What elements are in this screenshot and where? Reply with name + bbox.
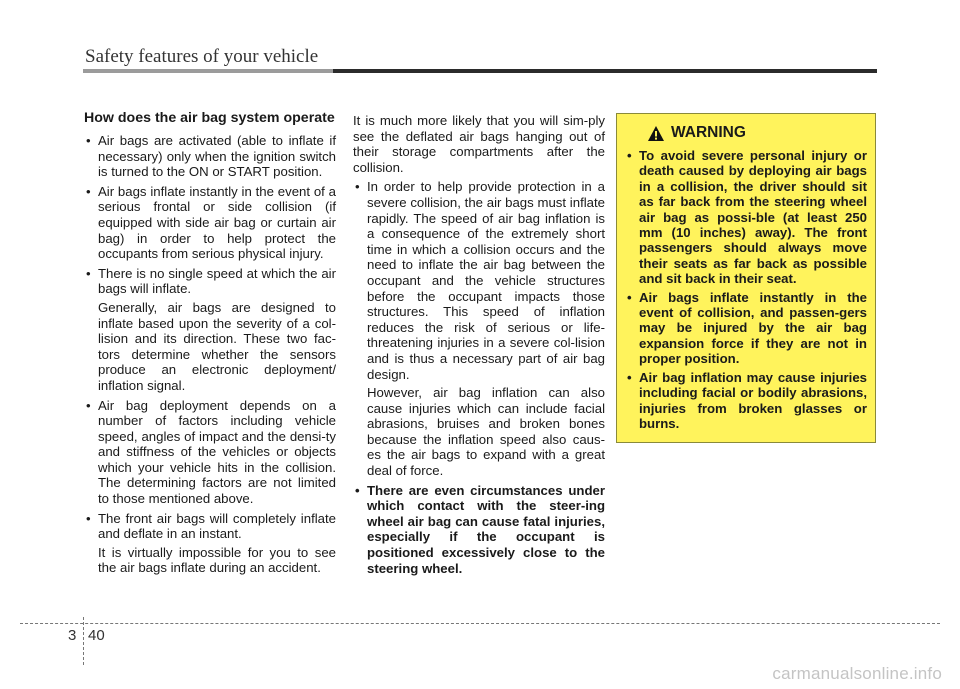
- footer-divider: [83, 617, 84, 665]
- page-header-title: Safety features of your vehicle: [85, 46, 319, 67]
- list-item: [353, 179, 605, 478]
- warning-item: [625, 290, 867, 367]
- sub-paragraph: It is virtually impossible for you to see the air bags inflate during an accident.: [98, 544, 336, 576]
- warning-triangle-icon: [647, 125, 665, 142]
- warning-item-text: To avoid severe personal injury or death caused by deploying air bags in a collision, the driver should sit as far back from the steering wheel air bag as possi-ble (at least 250 mm (10 inches) away). The front passengers should always move their seats as far back as possible and sit back in their seat.: [639, 148, 867, 287]
- sub-paragraph: Generally, air bags are designed to inflate based upon the severity of a col-lision and its direction. These two fac-tors determine whether the sensors produce an electronic deployment/ inflation signal.: [98, 299, 336, 393]
- list-item-text: There are even circumstances under which contact with the steer-ing wheel air bag can cause fatal injuries, especially if the occupant is positioned excessively close to the steering wheel.: [367, 482, 605, 576]
- page-number: 40: [88, 627, 105, 644]
- footer-rule: [20, 623, 940, 624]
- list-item: [84, 266, 336, 394]
- warning-title: WARNING: [671, 124, 746, 141]
- list-item-text: Air bag deployment depends on a number of factors including vehicle speed, angles of impact and the densi-ty and stiffness of the vehicles or objects which your vehicle hits in the collision. The determining factors are not limited to those mentioned above.: [98, 397, 336, 507]
- bullet-list: [353, 179, 605, 576]
- warning-item: [625, 148, 867, 287]
- section-heading: How does the air bag system operate: [84, 110, 335, 126]
- lead-paragraph: It is much more likely that you will sim-ply see the deflated air bags hanging out of their storage compartments after the collision.: [353, 113, 605, 175]
- sub-paragraph: However, air bag inflation can also cause injuries which can include facial abrasions, bruises and broken bones because the inflation speed also caus-es the air bags to expand with a great deal of force.: [367, 385, 605, 479]
- warning-item: [625, 370, 867, 432]
- warning-list: [625, 148, 867, 431]
- list-item-text: There is no single speed at which the air bags will inflate.: [98, 265, 336, 297]
- warning-box: [616, 113, 876, 443]
- list-item: [84, 511, 336, 576]
- list-item: [84, 133, 336, 180]
- warning-header: [647, 124, 867, 142]
- warning-item-text: Air bags inflate instantly in the event of collision, and passen-gers may be injured by the air bag expansion force if they are not in proper position.: [639, 289, 867, 367]
- list-item: [84, 184, 336, 262]
- header-rule-accent: [83, 69, 333, 73]
- list-item-text: The front air bags will completely inflate and deflate in an instant.: [98, 510, 336, 542]
- list-item: [84, 398, 336, 507]
- chapter-number: 3: [68, 627, 77, 644]
- list-item-text: In order to help provide protection in a severe collision, the air bags must inflate rapidly. The speed of air bag inflation is a consequence of the extremely short time in which a collision occurs and the need to inflate the air bag between the occupant and the vehicle structures before the occupant impacts those structures. This speed of inflation reduces the risk of serious or life-threatening injuries in a severe col-lision and is thus a necessary part of air bag design.: [367, 179, 605, 382]
- list-item: [353, 483, 605, 577]
- warning-item-text: Air bag inflation may cause injuries including facial or bodily abrasions, injuries from broken glasses or burns.: [639, 369, 867, 431]
- watermark: carmanualsonline.info: [772, 664, 942, 683]
- list-item-text: Air bags are activated (able to inflate if necessary) only when the ignition switch is turned to the ON or START position.: [98, 133, 336, 180]
- column-left: [84, 110, 336, 580]
- bullet-list: [84, 133, 336, 576]
- column-middle: [353, 113, 605, 580]
- list-item-text: Air bags inflate instantly in the event of a serious frontal or side collision (if equipped with side air bag or curtain air bag) in order to help protect the occupants from serious physical injury.: [98, 183, 336, 262]
